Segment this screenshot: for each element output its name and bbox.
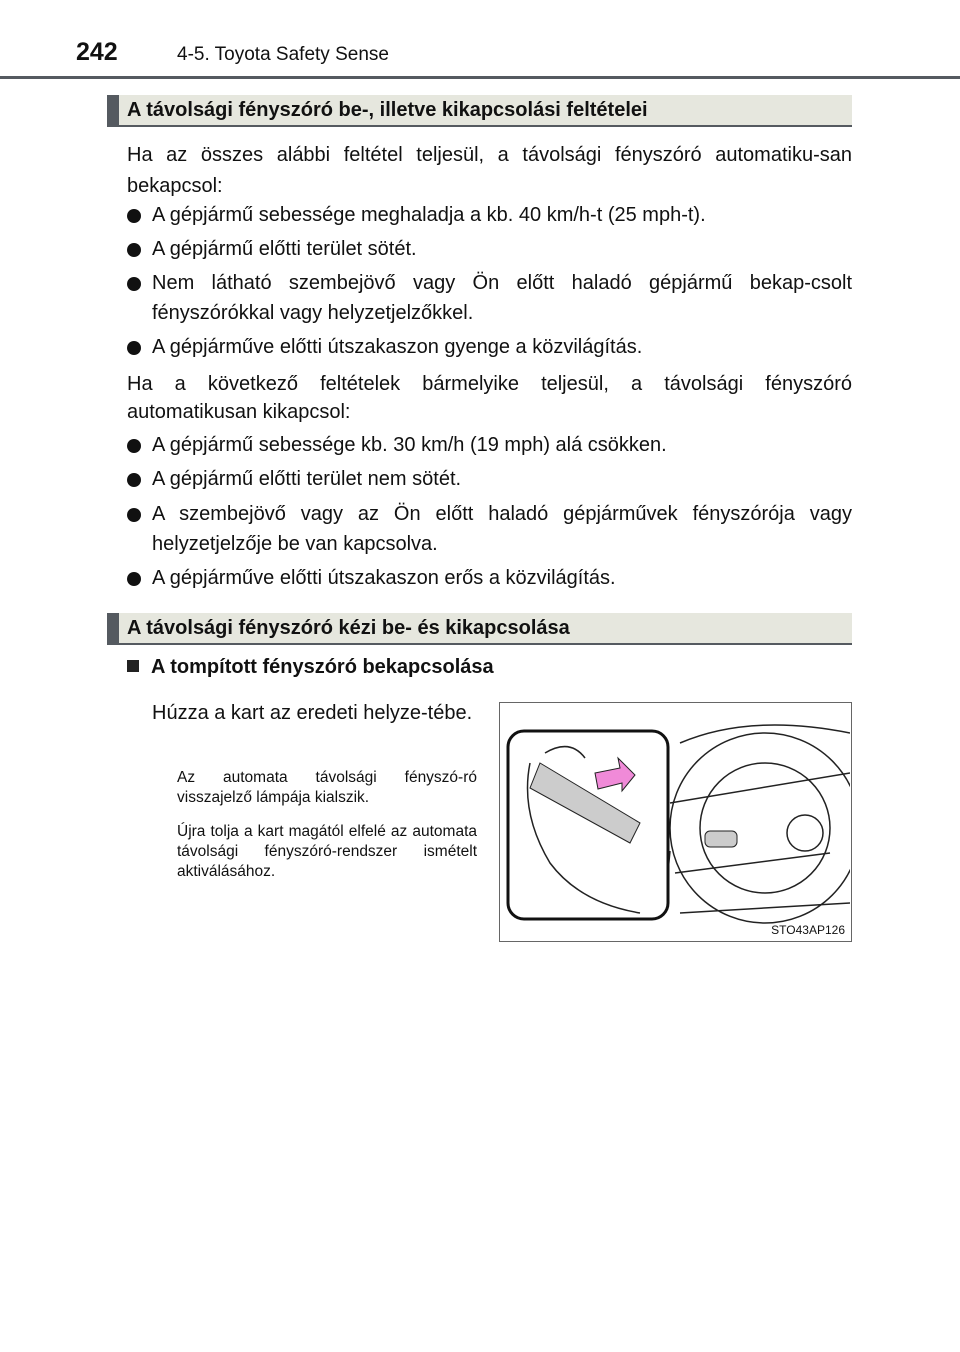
square-bullet-icon xyxy=(127,660,139,672)
paragraph: Ha a következő feltételek bármelyike teljesül, a távolsági fényszóró automatikusan kikapcsol: xyxy=(127,373,852,423)
list-item xyxy=(127,332,852,362)
item-text: Nem látható szembejövő vagy Ön előtt haladó gépjármű bekap-csolt fényszórókkal vagy helyzetjelzőkkel. xyxy=(152,272,852,324)
heading-text: A távolsági fényszóró kézi be- és kikapcsolása xyxy=(127,617,570,639)
list-item xyxy=(127,563,852,593)
bullet-icon xyxy=(127,473,141,487)
bullet-icon xyxy=(127,439,141,453)
bullet-icon xyxy=(127,508,141,522)
bullet-icon xyxy=(127,277,141,291)
paragraph: Ha az összes alábbi feltétel teljesül, a távolsági fényszóró automatiku-san bekapcsol: xyxy=(127,144,852,197)
item-text: A gépjármű sebessége meghaladja a kb. 40 km/h-t (25 mph-t). xyxy=(152,204,706,226)
item-text: A gépjármű előtti terület sötét. xyxy=(152,238,417,260)
instruction: Húzza a kart az eredeti helyze-tébe. xyxy=(152,702,473,724)
figure-code: STO43AP126 xyxy=(771,923,845,937)
page-number: 242 xyxy=(76,38,118,66)
section-title: 4-5. Toyota Safety Sense xyxy=(177,44,389,65)
list-item xyxy=(127,499,852,559)
note: Az automata távolsági fényszó-ró visszajelző lámpája kialszik. xyxy=(177,769,477,806)
list-item xyxy=(127,430,852,460)
subheading-text: A tompított fényszóró bekapcsolása xyxy=(151,656,494,678)
bullet-icon xyxy=(127,572,141,586)
bullet-icon xyxy=(127,209,141,223)
item-text: A gépjárműve előtti útszakaszon erős a közvilágítás. xyxy=(152,567,616,589)
list-item xyxy=(127,268,852,328)
note: Újra tolja a kart magától elfelé az automata távolsági fényszóró-rendszer ismételt aktiválásához. xyxy=(177,823,477,880)
item-text: A gépjárműve előtti útszakaszon gyenge a közvilágítás. xyxy=(152,336,643,358)
section-heading xyxy=(107,95,852,127)
bullet-icon xyxy=(127,341,141,355)
subheading xyxy=(127,656,494,679)
item-text: A szembejövő vagy az Ön előtt haladó gépjárművek fényszórója vagy helyzetjelzője be van kapcsolva. xyxy=(152,503,852,555)
heading-text: A távolsági fényszóró be-, illetve kikapcsolási feltételei xyxy=(127,99,648,121)
list-item xyxy=(127,234,852,264)
list-item xyxy=(127,464,852,494)
bullet-icon xyxy=(127,243,141,257)
item-text: A gépjármű előtti terület nem sötét. xyxy=(152,468,462,490)
lever-illustration xyxy=(499,702,852,942)
list-item xyxy=(127,200,852,230)
item-text: A gépjármű sebessége kb. 30 km/h (19 mph) alá csökken. xyxy=(152,434,667,456)
steering-lever-drawing xyxy=(500,703,850,940)
section-heading xyxy=(107,613,852,645)
header-rule xyxy=(0,76,960,79)
